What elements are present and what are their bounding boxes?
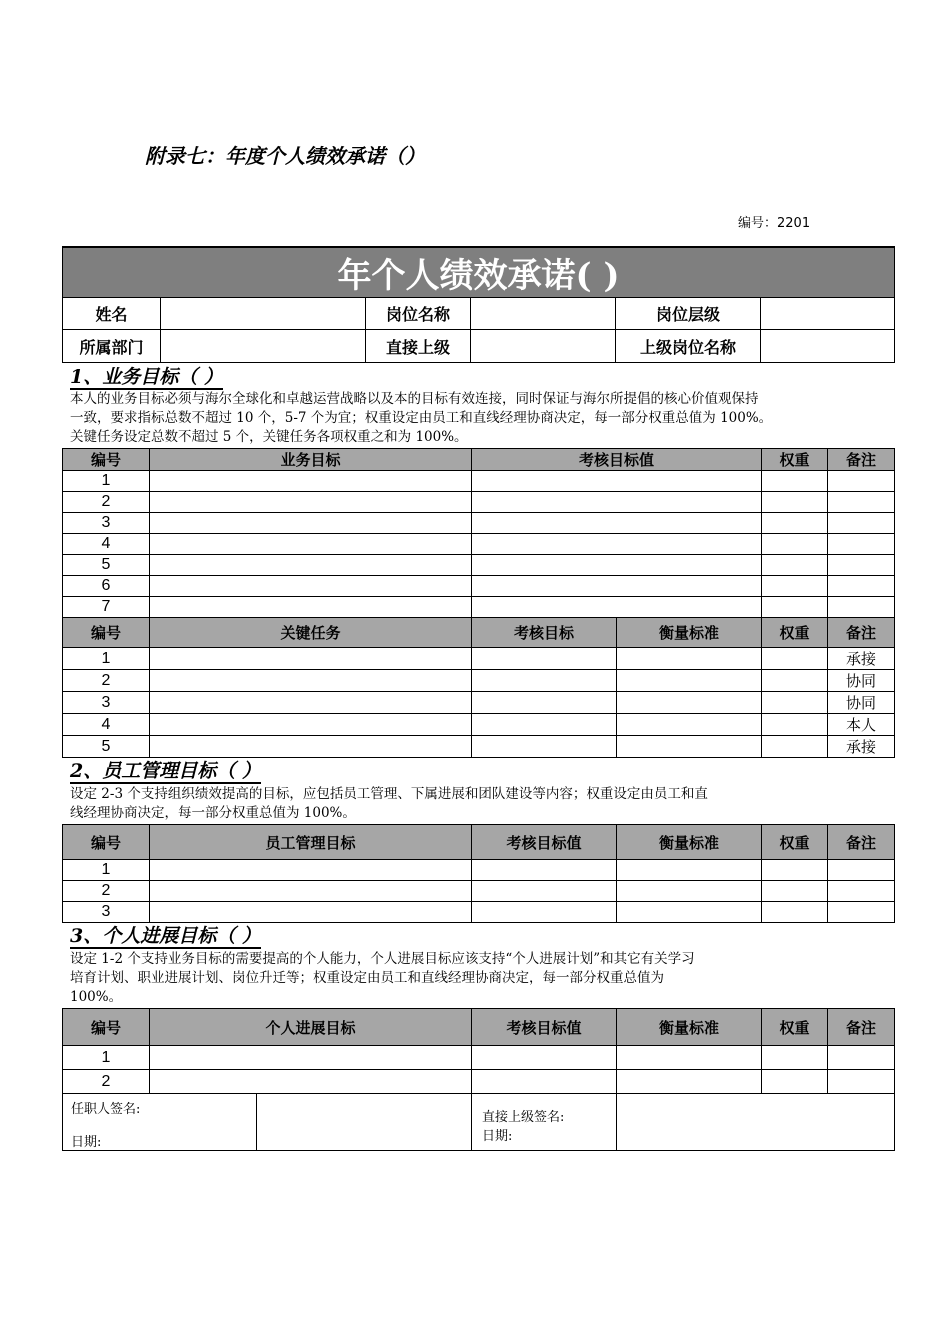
table-row [63, 881, 895, 902]
standard-cell[interactable] [617, 902, 762, 923]
row-number: 2 [63, 492, 150, 513]
section2-title: 2、员工管理目标（ ） [70, 760, 261, 782]
table-row [63, 670, 895, 692]
note-cell: 协同 [828, 670, 895, 692]
level-field[interactable] [761, 298, 895, 330]
weight-cell[interactable] [762, 692, 828, 714]
row-number: 3 [63, 692, 150, 714]
section3-desc-line: 培育计划、职业进展计划、岗位升迁等；权重设定由员工和直线经理协商决定，每一部分权重总值为 [70, 970, 664, 986]
col-header: 衡量标准 [617, 1009, 762, 1046]
supervisor-label: 直接上级 [366, 330, 471, 363]
supervisor-position-field[interactable] [761, 330, 895, 363]
target-value-cell[interactable] [472, 902, 617, 923]
weight-cell[interactable] [762, 534, 828, 555]
note-cell[interactable] [828, 471, 895, 492]
employee-signature-field[interactable] [257, 1094, 472, 1151]
note-cell[interactable] [828, 534, 895, 555]
section1-title: 1、业务目标（ ） [70, 366, 223, 388]
info-table [62, 246, 895, 363]
target-cell[interactable] [472, 736, 617, 758]
row-number: 6 [63, 576, 150, 597]
note-cell[interactable] [828, 1046, 895, 1070]
col-header: 编号 [63, 825, 150, 860]
weight-cell[interactable] [762, 881, 828, 902]
standard-cell[interactable] [617, 860, 762, 881]
col-header: 业务目标 [150, 449, 472, 471]
weight-cell[interactable] [762, 714, 828, 736]
standard-cell[interactable] [617, 1070, 762, 1094]
target-value-cell[interactable] [472, 555, 762, 576]
weight-cell[interactable] [762, 492, 828, 513]
section1-desc-line: 一致，要求指标总数不超过 10 个，5-7 个为宜；权重设定由员工和直线经理协商决定，每一部分权重总值为 100%。 [70, 410, 773, 426]
target-value-cell[interactable] [472, 881, 617, 902]
table-row [63, 1046, 895, 1070]
note-cell: 本人 [828, 714, 895, 736]
section2-desc [70, 785, 708, 823]
key-task-cell[interactable] [150, 736, 472, 758]
col-header: 权重 [762, 618, 828, 648]
table-row [63, 534, 895, 555]
section3-desc-line: 100%。 [70, 989, 123, 1005]
position-field[interactable] [471, 298, 616, 330]
row-number: 2 [63, 1070, 150, 1094]
note-cell[interactable] [828, 881, 895, 902]
row-number: 2 [63, 670, 150, 692]
col-header: 考核目标 [472, 618, 617, 648]
table-row [63, 692, 895, 714]
staff-goals-table [62, 824, 895, 923]
table-row [63, 902, 895, 923]
target-value-cell[interactable] [472, 534, 762, 555]
weight-cell[interactable] [762, 648, 828, 670]
col-header: 备注 [828, 1009, 895, 1046]
col-header: 备注 [828, 618, 895, 648]
table-row [63, 576, 895, 597]
table-row [63, 492, 895, 513]
name-label: 姓名 [63, 298, 161, 330]
col-header: 权重 [762, 825, 828, 860]
employee-date-label: 日期: [71, 1135, 102, 1150]
note-cell[interactable] [828, 513, 895, 534]
row-number: 1 [63, 471, 150, 492]
row-number: 5 [63, 555, 150, 576]
row-number: 1 [63, 1046, 150, 1070]
weight-cell[interactable] [762, 1046, 828, 1070]
personal-goal-cell[interactable] [150, 1070, 472, 1094]
standard-cell[interactable] [617, 736, 762, 758]
section3-title: 3、个人进展目标（ ） [70, 925, 261, 947]
employee-sign-label: 任职人签名: [71, 1102, 141, 1117]
note-cell: 承接 [828, 648, 895, 670]
section3-desc-line: 设定 1-2 个支持业务目标的需要提高的个人能力，个人进展目标应该支持“个人进展计划”和其它有关学习 [70, 951, 695, 967]
row-number: 3 [63, 902, 150, 923]
target-cell[interactable] [472, 670, 617, 692]
col-header: 编号 [63, 618, 150, 648]
business-goal-cell[interactable] [150, 576, 472, 597]
note-cell[interactable] [828, 576, 895, 597]
row-number: 1 [63, 860, 150, 881]
business-goal-cell[interactable] [150, 513, 472, 534]
col-header: 备注 [828, 825, 895, 860]
weight-cell[interactable] [762, 860, 828, 881]
table-row [63, 860, 895, 881]
target-value-cell[interactable] [472, 1046, 617, 1070]
table-row [63, 471, 895, 492]
note-cell[interactable] [828, 1070, 895, 1094]
row-number: 2 [63, 881, 150, 902]
section2-desc-line: 设定 2-3 个支持组织绩效提高的目标，应包括员工管理、下属进展和团队建设等内容；权重设定由员工和直 [70, 786, 708, 802]
col-header: 考核目标值 [472, 825, 617, 860]
position-label: 岗位名称 [366, 298, 471, 330]
staff-goal-cell[interactable] [150, 902, 472, 923]
weight-cell[interactable] [762, 513, 828, 534]
form-title: 年个人绩效承诺( ) [63, 247, 895, 298]
weight-cell[interactable] [762, 555, 828, 576]
row-number: 4 [63, 714, 150, 736]
standard-cell[interactable] [617, 1046, 762, 1070]
target-value-cell[interactable] [472, 513, 762, 534]
col-header: 关键任务 [150, 618, 472, 648]
supervisor-signature-cell[interactable] [472, 1094, 617, 1151]
section1-desc-line: 关键任务设定总数不超过 5 个，关键任务各项权重之和为 100%。 [70, 429, 468, 445]
business-goals-table [62, 448, 895, 758]
weight-cell[interactable] [762, 670, 828, 692]
table-row [63, 597, 895, 618]
col-header: 编号 [63, 449, 150, 471]
supervisor-date-label: 日期: [482, 1129, 513, 1144]
col-header: 备注 [828, 449, 895, 471]
target-value-cell[interactable] [472, 471, 762, 492]
standard-cell[interactable] [617, 692, 762, 714]
dept-field[interactable] [161, 330, 366, 363]
business-goal-cell[interactable] [150, 555, 472, 576]
personal-goal-cell[interactable] [150, 1046, 472, 1070]
supervisor-sign-label: 直接上级签名: [482, 1110, 565, 1125]
target-cell[interactable] [472, 692, 617, 714]
weight-cell[interactable] [762, 902, 828, 923]
weight-cell[interactable] [762, 736, 828, 758]
weight-cell[interactable] [762, 597, 828, 618]
staff-goal-cell[interactable] [150, 860, 472, 881]
personal-goals-table [62, 1008, 895, 1151]
table-row [63, 648, 895, 670]
document-number: 编号：2201 [738, 216, 811, 231]
business-goal-cell[interactable] [150, 492, 472, 513]
note-cell: 承接 [828, 736, 895, 758]
note-cell[interactable] [828, 597, 895, 618]
col-header: 权重 [762, 449, 828, 471]
target-cell[interactable] [472, 714, 617, 736]
target-value-cell[interactable] [472, 492, 762, 513]
target-value-cell[interactable] [472, 597, 762, 618]
business-goal-cell[interactable] [150, 534, 472, 555]
note-cell[interactable] [828, 492, 895, 513]
col-header: 权重 [762, 1009, 828, 1046]
note-cell[interactable] [828, 555, 895, 576]
weight-cell[interactable] [762, 1070, 828, 1094]
employee-signature-cell[interactable] [63, 1094, 257, 1151]
col-header: 考核目标值 [472, 449, 762, 471]
note-cell: 协同 [828, 692, 895, 714]
section2-desc-line: 线经理协商决定，每一部分权重总值为 100%。 [70, 805, 356, 821]
note-cell[interactable] [828, 902, 895, 923]
col-header: 衡量标准 [617, 825, 762, 860]
note-cell[interactable] [828, 860, 895, 881]
target-value-cell[interactable] [472, 860, 617, 881]
standard-cell[interactable] [617, 648, 762, 670]
section1-desc [70, 390, 772, 447]
supervisor-field[interactable] [471, 330, 616, 363]
key-task-cell[interactable] [150, 670, 472, 692]
standard-cell[interactable] [617, 670, 762, 692]
target-value-cell[interactable] [472, 1070, 617, 1094]
col-header: 编号 [63, 1009, 150, 1046]
section3-desc [70, 950, 695, 1007]
target-value-cell[interactable] [472, 576, 762, 597]
dept-label: 所属部门 [63, 330, 161, 363]
weight-cell[interactable] [762, 576, 828, 597]
col-header: 员工管理目标 [150, 825, 472, 860]
table-row [63, 513, 895, 534]
row-number: 4 [63, 534, 150, 555]
col-header: 个人进展目标 [150, 1009, 472, 1046]
key-task-cell[interactable] [150, 692, 472, 714]
business-goal-cell[interactable] [150, 597, 472, 618]
col-header: 衡量标准 [617, 618, 762, 648]
key-task-cell[interactable] [150, 648, 472, 670]
table-row [63, 736, 895, 758]
table-row [63, 714, 895, 736]
standard-cell[interactable] [617, 714, 762, 736]
document-heading: 附录七：年度个人绩效承诺（） [145, 144, 425, 168]
supervisor-signature-field[interactable] [617, 1094, 895, 1151]
name-field[interactable] [161, 298, 366, 330]
row-number: 3 [63, 513, 150, 534]
row-number: 7 [63, 597, 150, 618]
section1-desc-line: 本人的业务目标必须与海尔全球化和卓越运营战略以及本的目标有效连接，同时保证与海尔所提倡的核心价值观保持 [70, 391, 759, 407]
table-row [63, 1070, 895, 1094]
staff-goal-cell[interactable] [150, 881, 472, 902]
level-label: 岗位层级 [616, 298, 761, 330]
col-header: 考核目标值 [472, 1009, 617, 1046]
business-goal-cell[interactable] [150, 471, 472, 492]
weight-cell[interactable] [762, 471, 828, 492]
standard-cell[interactable] [617, 881, 762, 902]
row-number: 1 [63, 648, 150, 670]
table-row [63, 555, 895, 576]
key-task-cell[interactable] [150, 714, 472, 736]
row-number: 5 [63, 736, 150, 758]
supervisor-position-label: 上级岗位名称 [616, 330, 761, 363]
target-cell[interactable] [472, 648, 617, 670]
